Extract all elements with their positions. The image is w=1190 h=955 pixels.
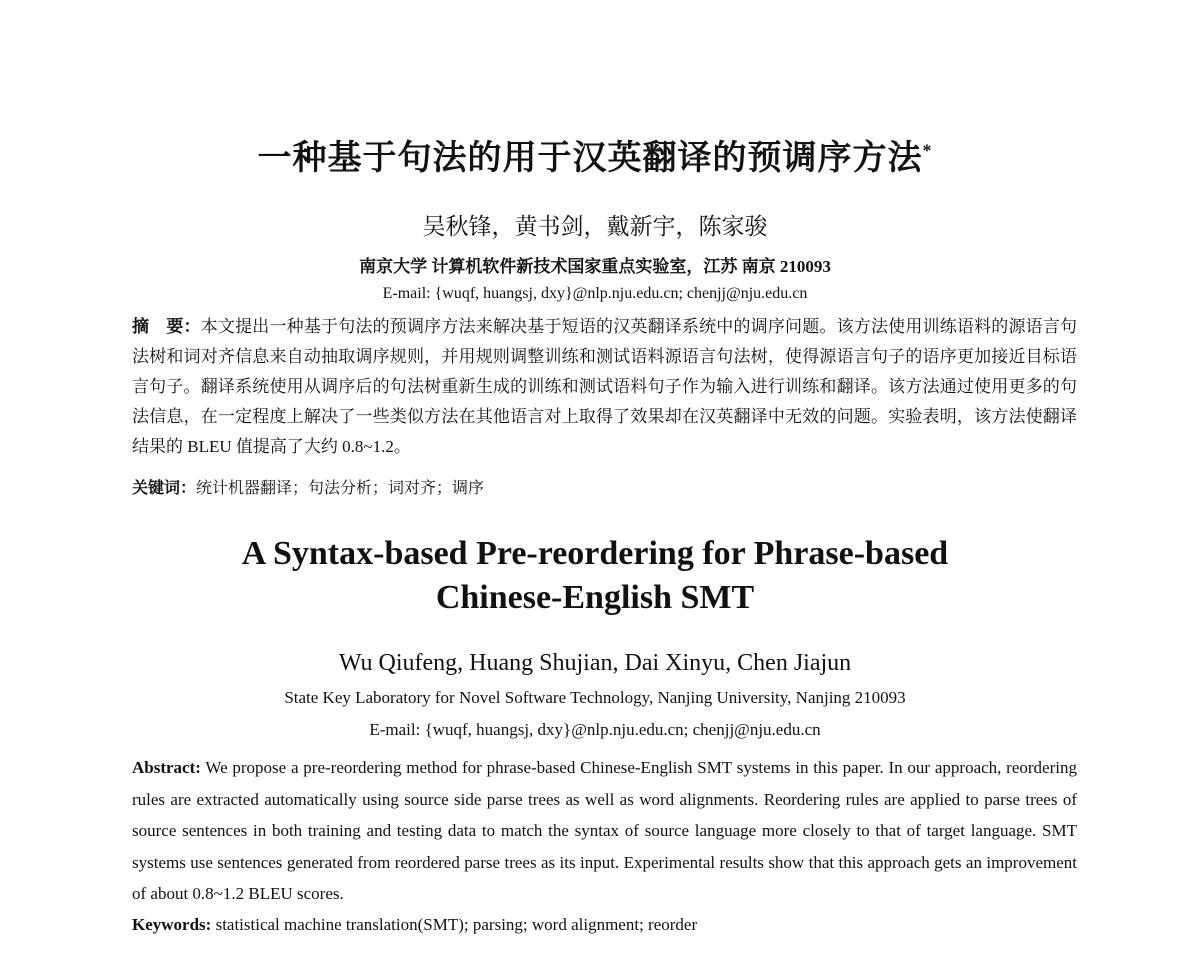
english-affiliation: State Key Laboratory for Novel Software Technology, Nanjing University, Nanjing 210093 xyxy=(284,688,906,707)
english-keywords-label: Keywords: xyxy=(132,915,212,934)
english-title xyxy=(0,532,1190,620)
title-footnote-mark: * xyxy=(922,140,933,161)
chinese-keywords xyxy=(132,475,1077,498)
english-keywords xyxy=(132,915,1077,935)
english-keywords-text: statistical machine translation(SMT); parsing; word alignment; reorder xyxy=(215,915,698,934)
chinese-abstract-text: 本文提出一种基于句法的预调序方法来解决基于短语的汉英翻译系统中的调序问题。该方法使用训练语料的源语言句法树和词对齐信息来自动抽取调序规则，并用规则调整训练和测试语料源语言句法树，使得源语言句子的语序更加接近目标语言句子。翻译系统使用从调序后的句法树重新生成的训练和测试语料句子作为输入进行训练和翻译。该方法通过使用更多的句法信息，在一定程度上解决了一些类似方法在其他语言对上取得了效果却在汉英翻译中无效的问题。实验表明，该方法使翻译结果的 BLEU 值提高了大约 0.8~1.2。 xyxy=(132,317,1078,456)
chinese-title xyxy=(0,130,1190,179)
chinese-abstract-label: 摘 要： xyxy=(132,317,201,336)
chinese-affiliation: 南京大学 计算机软件新技术国家重点实验室，江苏 南京 210093 xyxy=(359,257,831,276)
english-abstract-label: Abstract: xyxy=(132,758,201,777)
chinese-email: E-mail: {wuqf, huangsj, dxy}@nlp.nju.edu.cn; chenjj@nju.edu.cn xyxy=(382,285,808,302)
chinese-keywords-text: 统计机器翻译；句法分析；词对齐；调序 xyxy=(196,480,485,497)
chinese-title-text: 一种基于句法的用于汉英翻译的预调序方法 xyxy=(257,140,923,177)
english-title-line1: A Syntax-based Pre-reordering for Phrase-based xyxy=(241,535,949,572)
chinese-keywords-label: 关键词： xyxy=(132,480,197,497)
english-authors: Wu Qiufeng, Huang Shujian, Dai Xinyu, Chen Jiajun xyxy=(338,650,852,676)
english-abstract xyxy=(132,752,1077,910)
chinese-authors: 吴秋锋，黄书剑，戴新宇，陈家骏 xyxy=(422,214,768,239)
english-title-line2: Chinese-English SMT xyxy=(435,579,755,616)
english-abstract-text: We propose a pre-reordering method for phrase-based Chinese-English SMT systems in this paper. In our approach, reordering rules are extracted automatically using source side parse trees as well as word alignments. Reordering rules are applied to parse trees of source sentences in both training and testing data to match the syntax of source language more closely to that of target language. SMT systems use sentences generated from reordered parse trees as its input. Experimental results show that this approach gets an improvement of about 0.8~1.2 BLEU scores. xyxy=(132,758,1077,903)
english-email: E-mail: {wuqf, huangsj, dxy}@nlp.nju.edu.cn; chenjj@nju.edu.cn xyxy=(369,720,821,739)
chinese-abstract xyxy=(132,312,1077,462)
